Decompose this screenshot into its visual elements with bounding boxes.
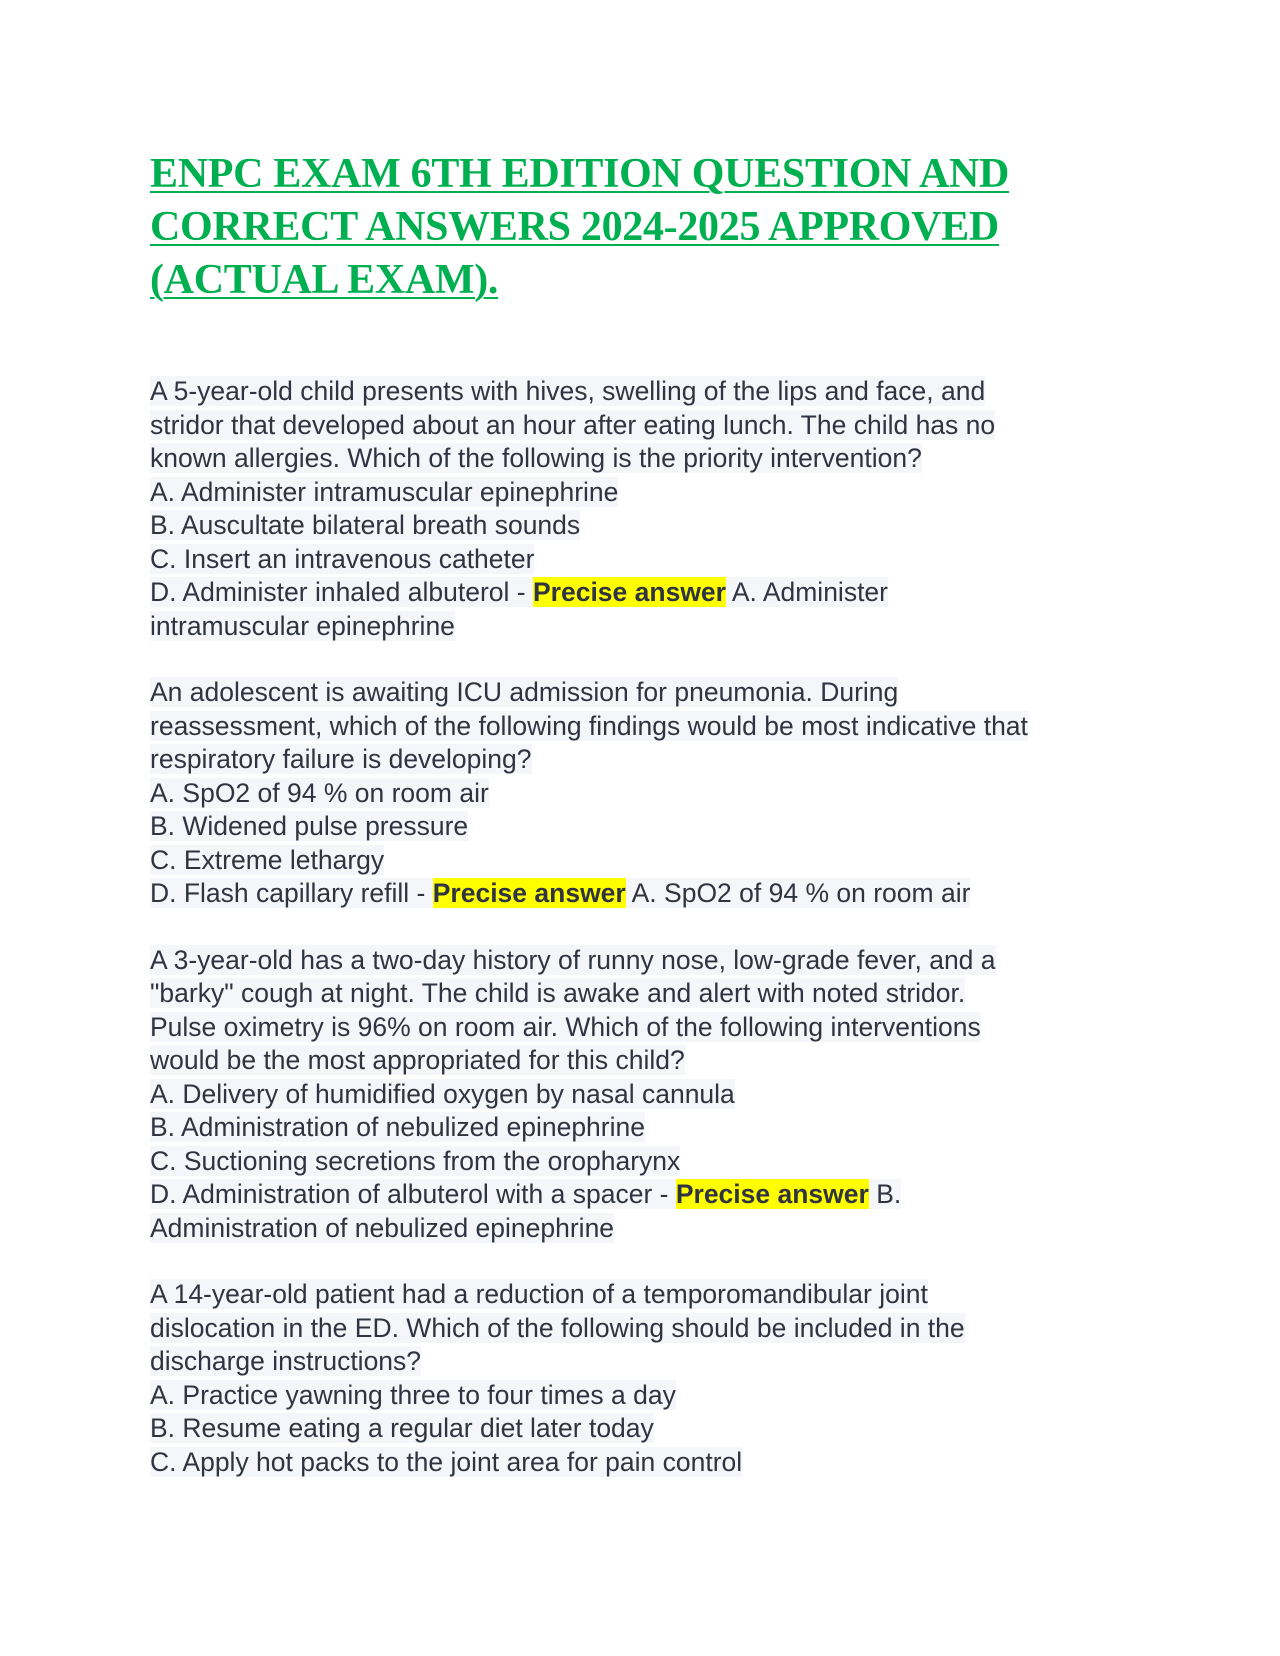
- question-text: "barky" cough at night. The child is awake and alert with noted stridor.: [150, 978, 966, 1008]
- option-a: A. Administer intramuscular epinephrine: [150, 476, 619, 507]
- option-a: A. Practice yawning three to four times a day: [150, 1379, 676, 1410]
- document-title: [150, 148, 1140, 307]
- question-text: reassessment, which of the following findings would be most indicative that: [150, 710, 1028, 741]
- option-b: B. Resume eating a regular diet later today: [150, 1413, 654, 1443]
- question-block-2: [150, 676, 1140, 911]
- option-c: C. Suctioning secretions from the oropharynx: [150, 1145, 681, 1176]
- title-line-3: (ACTUAL EXAM).: [150, 257, 499, 303]
- answer-text-continued: intramuscular epinephrine: [150, 610, 455, 641]
- option-c: C. Insert an intravenous catheter: [150, 543, 535, 574]
- question-text: Pulse oximetry is 96% on room air. Which of the following interventions: [150, 1011, 981, 1042]
- option-c: C. Extreme lethargy: [150, 844, 385, 875]
- option-a: A. SpO2 of 94 % on room air: [150, 777, 489, 808]
- option-b: B. Widened pulse pressure: [150, 811, 469, 841]
- option-b: B. Administration of nebulized epinephrine: [150, 1112, 645, 1142]
- option-d: D. Flash capillary refill -: [150, 878, 433, 908]
- question-block-1: [150, 375, 1140, 643]
- title-line-2: CORRECT ANSWERS 2024-2025 APPROVED: [150, 204, 999, 250]
- question-text: dislocation in the ED. Which of the following should be included in the: [150, 1312, 965, 1343]
- answer-text: A. SpO2 of 94 % on room air: [625, 878, 971, 908]
- question-block-4: [150, 1278, 1140, 1479]
- answer-text: A. Administer: [725, 577, 888, 607]
- question-text: An adolescent is awaiting ICU admission for pneumonia. During: [150, 677, 899, 707]
- answer-text-continued: Administration of nebulized epinephrine: [150, 1212, 615, 1243]
- option-d: D. Administer inhaled albuterol -: [150, 577, 533, 607]
- question-list: [150, 375, 1140, 1479]
- option-b: B. Auscultate bilateral breath sounds: [150, 510, 581, 540]
- question-text: stridor that developed about an hour after eating lunch. The child has no: [150, 409, 996, 440]
- answer-text: B.: [868, 1179, 902, 1209]
- option-d: D. Administration of albuterol with a spacer -: [150, 1179, 676, 1209]
- option-a: A. Delivery of humidified oxygen by nasal cannula: [150, 1078, 735, 1109]
- answer-label-highlight: Precise answer: [675, 1179, 869, 1209]
- question-text: A 5-year-old child presents with hives, swelling of the lips and face, and: [150, 376, 986, 406]
- title-line-1: ENPC EXAM 6TH EDITION QUESTION AND: [150, 151, 1010, 197]
- question-text: discharge instructions?: [150, 1346, 422, 1376]
- answer-label-highlight: Precise answer: [532, 577, 726, 607]
- question-text: A 14-year-old patient had a reduction of a temporomandibular joint: [150, 1279, 928, 1309]
- question-text: would be the most appropriated for this child?: [150, 1045, 685, 1075]
- document-page: [150, 148, 1140, 1512]
- answer-label-highlight: Precise answer: [432, 878, 626, 908]
- question-text: known allergies. Which of the following is the priority intervention?: [150, 443, 922, 473]
- question-text: respiratory failure is developing?: [150, 744, 532, 774]
- question-text: A 3-year-old has a two-day history of runny nose, low-grade fever, and a: [150, 944, 996, 975]
- option-c: C. Apply hot packs to the joint area for pain control: [150, 1446, 743, 1477]
- question-block-3: [150, 944, 1140, 1246]
